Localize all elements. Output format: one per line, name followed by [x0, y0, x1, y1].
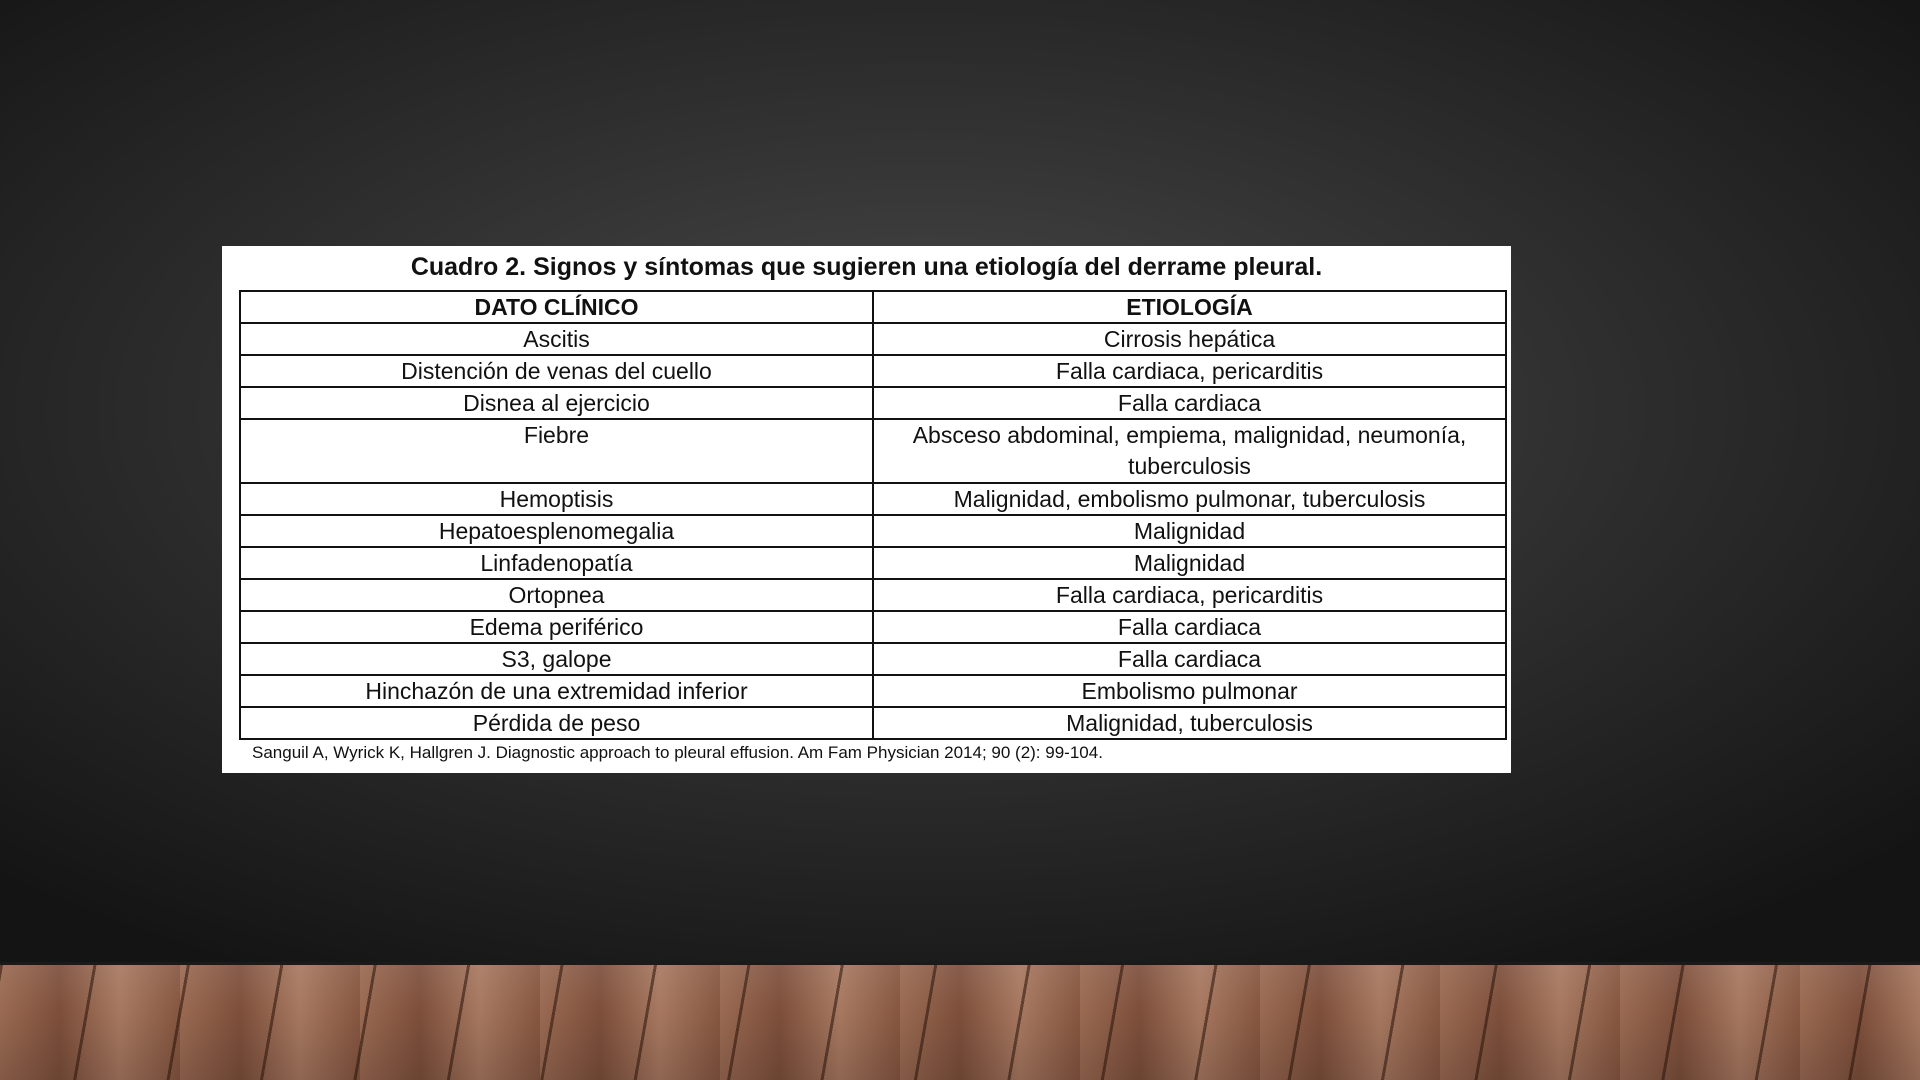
etiology-cell: Malignidad, tuberculosis: [873, 707, 1506, 739]
etiology-cell: Malignidad, embolismo pulmonar, tuberculosis: [873, 483, 1506, 515]
table-row: [240, 675, 1506, 707]
etiology-cell: Falla cardiaca, pericarditis: [873, 355, 1506, 387]
etiology-cell: Absceso abdominal, empiema, malignidad, neumonía, tuberculosis: [873, 419, 1506, 483]
source-citation: Sanguil A, Wyrick K, Hallgren J. Diagnostic approach to pleural effusion. Am Fam Physician 2014; 90 (2): 99-104.: [252, 743, 1103, 762]
clinical-sign-cell: Ascitis: [240, 323, 873, 355]
clinical-sign-cell: Hemoptisis: [240, 483, 873, 515]
clinical-sign-cell: Hinchazón de una extremidad inferior: [240, 675, 873, 707]
clinical-sign-cell: Fiebre: [240, 419, 873, 483]
table-row: [240, 355, 1506, 387]
clinical-table: [239, 290, 1507, 740]
table-row: [240, 387, 1506, 419]
clinical-sign-cell: Pérdida de peso: [240, 707, 873, 739]
clinical-sign-cell: Hepatoesplenomegalia: [240, 515, 873, 547]
table-row: [240, 643, 1506, 675]
table-row: [240, 483, 1506, 515]
table-row: [240, 707, 1506, 739]
etiology-cell: Cirrosis hepática: [873, 323, 1506, 355]
column-header-etiologia: ETIOLOGÍA: [873, 291, 1506, 323]
table-row: [240, 611, 1506, 643]
column-header-dato-clinico: DATO CLÍNICO: [240, 291, 873, 323]
etiology-cell: Embolismo pulmonar: [873, 675, 1506, 707]
etiology-cell: Malignidad: [873, 515, 1506, 547]
clinical-sign-cell: Edema periférico: [240, 611, 873, 643]
table-row: [240, 579, 1506, 611]
clinical-sign-cell: Ortopnea: [240, 579, 873, 611]
table-header-row: [240, 291, 1506, 323]
table-image-panel: [222, 246, 1511, 773]
etiology-cell: Falla cardiaca: [873, 643, 1506, 675]
clinical-sign-cell: Distención de venas del cuello: [240, 355, 873, 387]
etiology-cell: Falla cardiaca: [873, 611, 1506, 643]
clinical-sign-cell: S3, galope: [240, 643, 873, 675]
etiology-cell: Falla cardiaca, pericarditis: [873, 579, 1506, 611]
clinical-sign-cell: Disnea al ejercicio: [240, 387, 873, 419]
table-row: [240, 515, 1506, 547]
table-row: [240, 419, 1506, 483]
table-title: Cuadro 2. Signos y síntomas que sugieren una etiología del derrame pleural.: [410, 253, 1323, 281]
table-row: [240, 547, 1506, 579]
wooden-floor-background: [0, 965, 1920, 1080]
etiology-cell: Malignidad: [873, 547, 1506, 579]
clinical-sign-cell: Linfadenopatía: [240, 547, 873, 579]
etiology-cell: Falla cardiaca: [873, 387, 1506, 419]
table-row: [240, 323, 1506, 355]
